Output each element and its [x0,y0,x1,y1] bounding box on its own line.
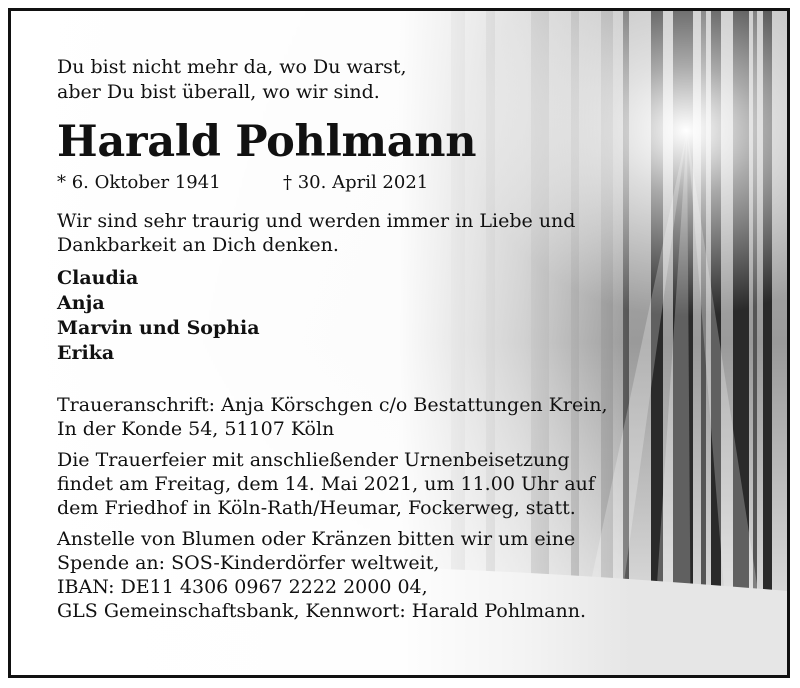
message [57,209,657,257]
signer: Claudia [57,267,139,289]
motto-line-2: aber Du bist überall, wo wir sind. [57,81,380,103]
donation-line-1: Anstelle von Blumen oder Kränzen bitten wir um eine [57,528,576,550]
donation-line-3: IBAN: DE11 4306 0967 2222 2000 04, [57,576,428,598]
ceremony-line-3: dem Friedhof in Köln-Rath/Heumar, Fockerweg, statt. [57,497,576,519]
signer: Erika [57,342,115,364]
motto [57,55,657,105]
obituary-card [8,8,790,678]
motto-line-1: Du bist nicht mehr da, wo Du warst, [57,56,407,78]
address-line-1: Traueranschrift: Anja Körschgen c/o Bestattungen Krein, [57,394,608,416]
ceremony-info [57,448,657,520]
ceremony-line-1: Die Trauerfeier mit anschließender Urnenbeisetzung [57,449,570,471]
ceremony-line-2: findet am Freitag, dem 14. Mai 2021, um 11.00 Uhr auf [57,473,595,495]
life-dates [57,171,657,195]
message-line-1: Wir sind sehr traurig und werden immer in Liebe und [57,210,576,232]
signer: Anja [57,292,105,314]
message-line-2: Dankbarkeit an Dich denken. [57,234,339,256]
address-line-2: In der Konde 54, 51107 Köln [57,418,335,440]
donation-info [57,527,657,623]
donation-line-2: Spende an: SOS-Kinderdörfer weltweit, [57,552,440,574]
birth-date: * 6. Oktober 1941 [57,172,221,193]
deceased-name: Harald Pohlmann [57,117,477,167]
obituary-text [57,55,657,630]
signer: Marvin und Sophia [57,317,260,339]
death-date: † 30. April 2021 [283,172,429,193]
mourning-address [57,393,657,441]
donation-line-4: GLS Gemeinschaftsbank, Kennwort: Harald Pohlmann. [57,600,587,622]
signers-list [57,266,657,366]
